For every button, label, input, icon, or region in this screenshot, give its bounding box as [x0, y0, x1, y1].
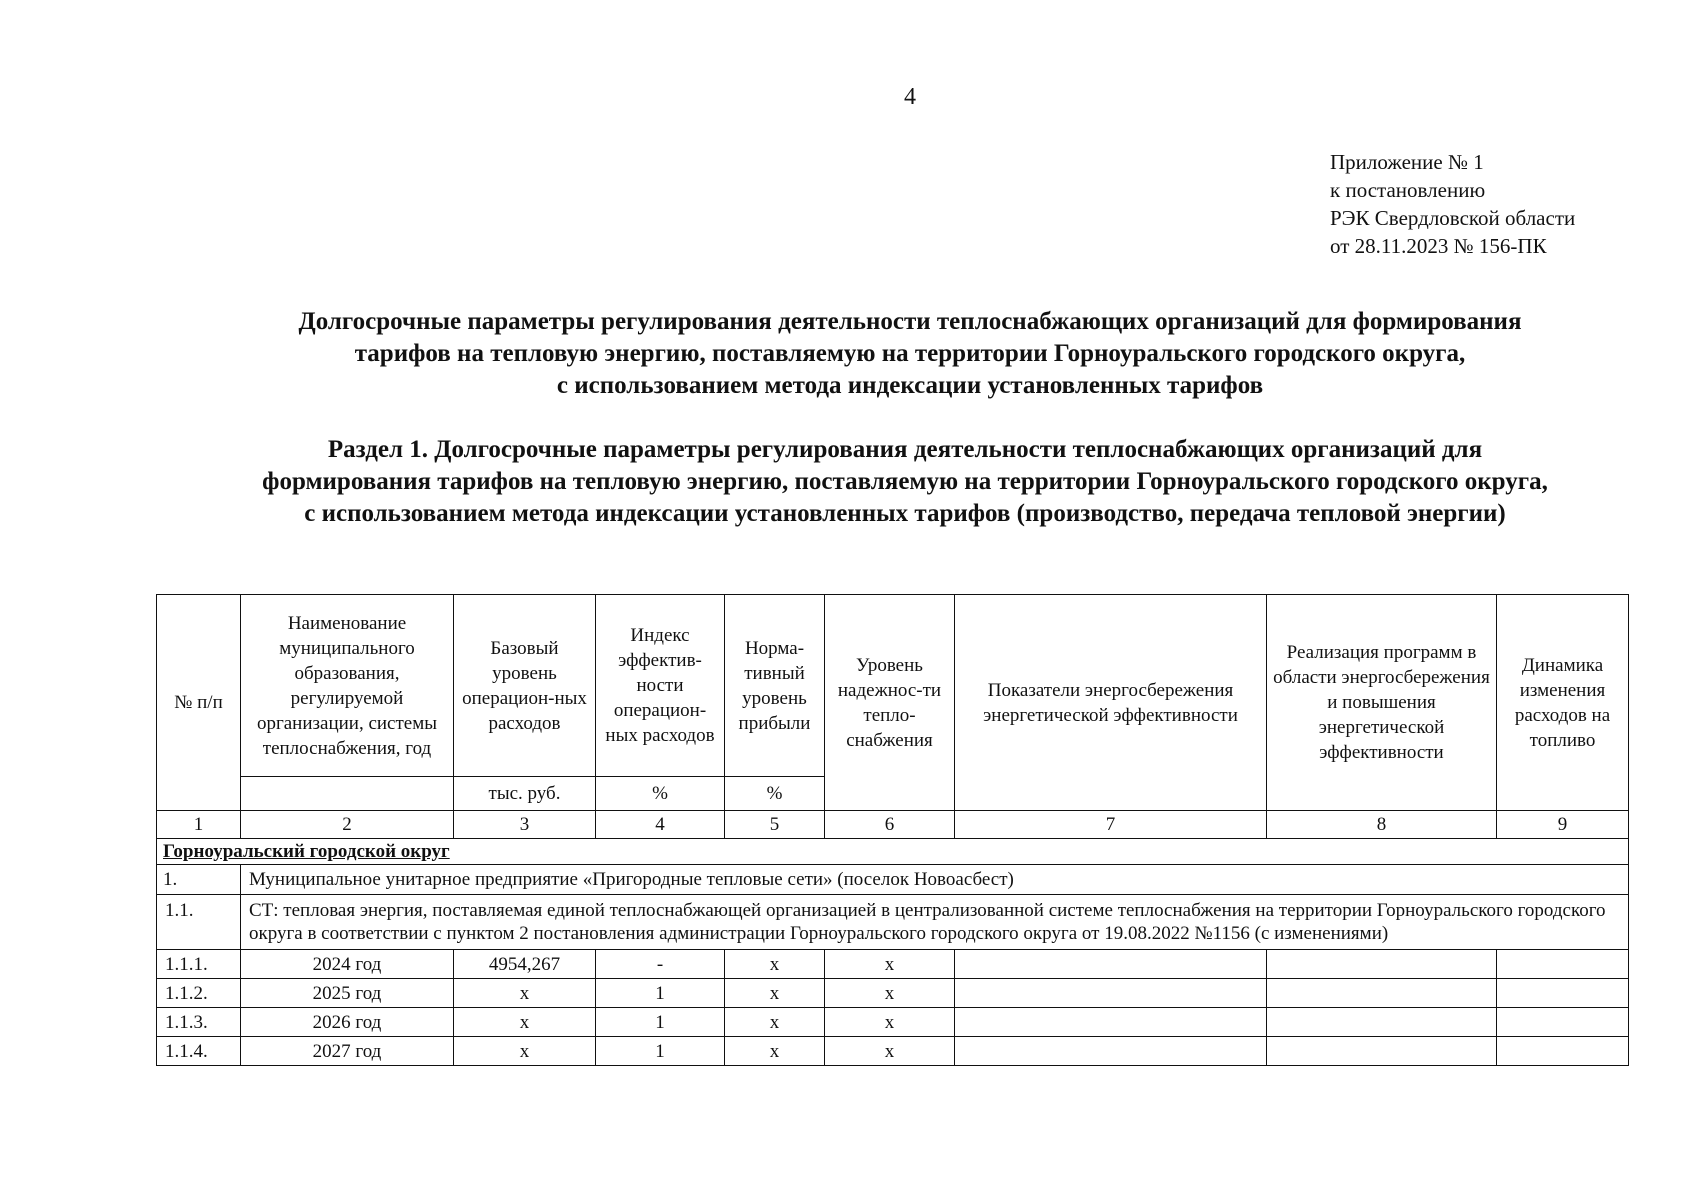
row-fuel-dynamics — [1497, 979, 1629, 1008]
header-name: Наименование муниципального образования, регулируемой организации, системы теплоснабжения, год — [241, 595, 454, 777]
unit-profit-level: % — [725, 777, 825, 811]
table-row — [157, 950, 1629, 979]
row-number: 1.1.2. — [157, 979, 241, 1008]
row-year: 2024 год — [241, 950, 454, 979]
row-reliability: x — [825, 1008, 955, 1037]
row-number: 1.1.1. — [157, 950, 241, 979]
header-programs: Реализация программ в области энергосбережения и повышения энергетической эффективности — [1267, 595, 1497, 811]
row-profit-level: x — [725, 979, 825, 1008]
column-number: 3 — [454, 811, 596, 839]
appendix-block — [1330, 148, 1575, 260]
row-number: 1.1.3. — [157, 1008, 241, 1037]
column-number: 5 — [725, 811, 825, 839]
section-title-line: Раздел 1. Долгосрочные параметры регулирования деятельности теплоснабжающих организаций для — [327, 436, 1483, 463]
table-row — [157, 979, 1629, 1008]
organization-row — [157, 865, 1629, 895]
row-efficiency-index: 1 — [596, 1037, 725, 1066]
header-fuel-dynamics: Динамика изменения расходов на топливо — [1497, 595, 1629, 811]
header-profit-level: Норма-тивный уровень прибыли — [725, 595, 825, 777]
section-title-line: с использованием метода индексации установленных тарифов (производство, передача тепловой энергии) — [304, 500, 1506, 527]
row-base-opex: x — [454, 979, 596, 1008]
column-number: 9 — [1497, 811, 1629, 839]
column-number: 4 — [596, 811, 725, 839]
column-number-row — [157, 811, 1629, 839]
row-profit-level: x — [725, 1037, 825, 1066]
system-row — [157, 895, 1629, 950]
title-line: Долгосрочные параметры регулирования деятельности теплоснабжающих организаций для формирования — [298, 308, 1522, 335]
appendix-line: к постановлению — [1330, 178, 1486, 202]
column-number: 7 — [955, 811, 1267, 839]
title-line: с использованием метода индексации установленных тарифов — [556, 372, 1264, 399]
row-energy-saving — [955, 1037, 1267, 1066]
row-programs — [1267, 979, 1497, 1008]
section-title-line: формирования тарифов на тепловую энергию, поставляемую на территории Горноуральского городского округа, — [262, 468, 1548, 495]
document-title — [150, 306, 1670, 402]
column-number: 1 — [157, 811, 241, 839]
unit-base-opex: тыс. руб. — [454, 777, 596, 811]
row-year: 2027 год — [241, 1037, 454, 1066]
row-efficiency-index: 1 — [596, 1008, 725, 1037]
parameters-table — [156, 594, 1629, 1066]
org-name: Муниципальное унитарное предприятие «Пригородные тепловые сети» (поселок Новоасбест) — [241, 865, 1629, 895]
title-line: тарифов на тепловую энергию, поставляемую на территории Горноуральского городского округа, — [354, 340, 1466, 367]
row-fuel-dynamics — [1497, 950, 1629, 979]
row-energy-saving — [955, 950, 1267, 979]
appendix-line: РЭК Свердловской области — [1330, 206, 1576, 230]
header-number: № п/п — [157, 595, 241, 811]
org-number: 1. — [157, 865, 241, 895]
row-energy-saving — [955, 979, 1267, 1008]
row-energy-saving — [955, 1008, 1267, 1037]
header-base-opex: Базовый уровень операцион-ных расходов — [454, 595, 596, 777]
row-base-opex: 4954,267 — [454, 950, 596, 979]
row-base-opex: x — [454, 1037, 596, 1066]
unit-empty — [241, 777, 454, 811]
row-fuel-dynamics — [1497, 1008, 1629, 1037]
row-fuel-dynamics — [1497, 1037, 1629, 1066]
system-description: СТ: тепловая энергия, поставляемая единой теплоснабжающей организацией в централизованной системе теплоснабжения на территории Горноуральского городского округа в соответствии с пунктом 2 постановления администрации Горноуральского городского округа от 19.08.2022 №1156 (с изменениями) — [241, 895, 1629, 950]
row-reliability: x — [825, 950, 955, 979]
row-number: 1.1.4. — [157, 1037, 241, 1066]
page-number: 4 — [904, 84, 916, 110]
appendix-line: от 28.11.2023 № 156-ПК — [1330, 234, 1547, 258]
header-efficiency-index: Индекс эффектив-ности операцион-ных расходов — [596, 595, 725, 777]
header-energy-saving: Показатели энергосбережения энергетической эффективности — [955, 595, 1267, 811]
section-title — [160, 434, 1650, 530]
row-year: 2025 год — [241, 979, 454, 1008]
row-programs — [1267, 950, 1497, 979]
row-reliability: x — [825, 979, 955, 1008]
row-profit-level: x — [725, 1008, 825, 1037]
row-efficiency-index: 1 — [596, 979, 725, 1008]
column-number: 6 — [825, 811, 955, 839]
group-row — [157, 839, 1629, 865]
table-row — [157, 1037, 1629, 1066]
row-year: 2026 год — [241, 1008, 454, 1037]
system-number: 1.1. — [157, 895, 241, 950]
header-reliability: Уровень надежнос-ти тепло-снабжения — [825, 595, 955, 811]
appendix-line: Приложение № 1 — [1330, 150, 1484, 174]
row-efficiency-index: - — [596, 950, 725, 979]
column-number: 2 — [241, 811, 454, 839]
row-reliability: x — [825, 1037, 955, 1066]
table-row — [157, 1008, 1629, 1037]
row-profit-level: x — [725, 950, 825, 979]
row-programs — [1267, 1037, 1497, 1066]
row-base-opex: x — [454, 1008, 596, 1037]
group-name: Горноуральский городской округ — [157, 839, 1629, 865]
column-number: 8 — [1267, 811, 1497, 839]
row-programs — [1267, 1008, 1497, 1037]
unit-efficiency-index: % — [596, 777, 725, 811]
